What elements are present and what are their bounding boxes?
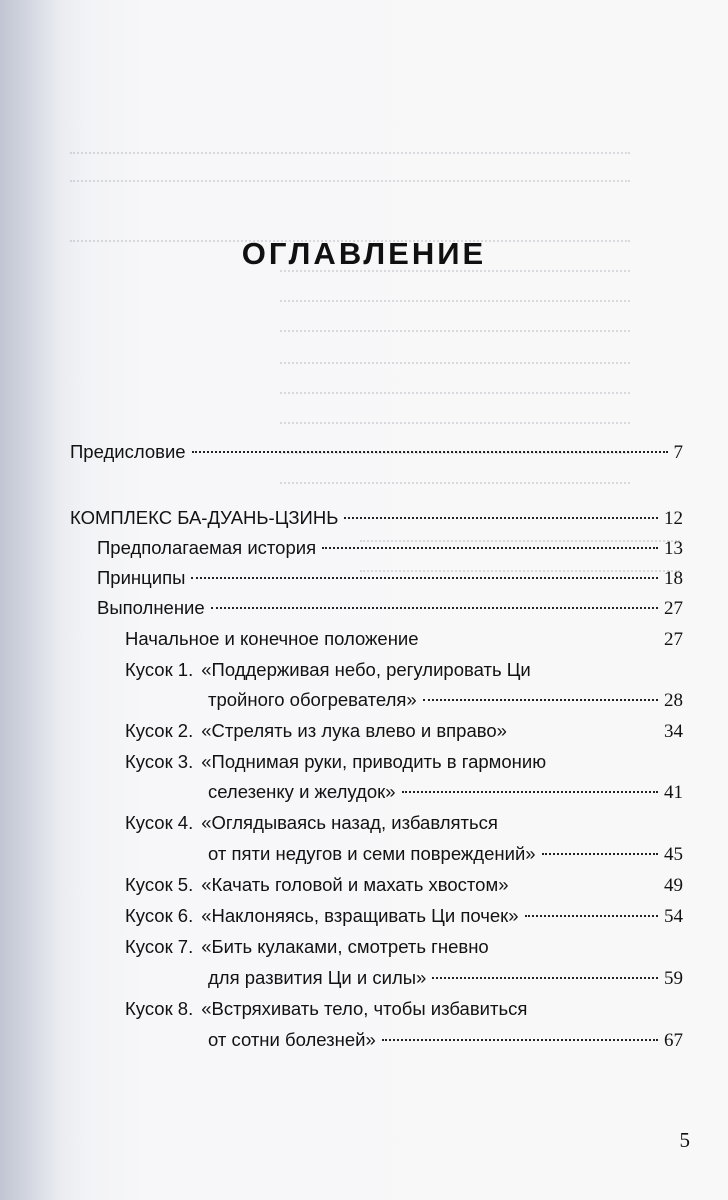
toc-entry-complex[interactable] <box>70 504 683 533</box>
entry-label-line2: от пяти недугов и семи повреждений» <box>208 843 536 864</box>
entry-label-line2: селезенку и желудок» <box>208 781 396 802</box>
entry-page-number: 54 <box>664 906 683 927</box>
entry-page-number: 41 <box>664 782 683 803</box>
toc-entry-piece-1[interactable] <box>125 656 683 684</box>
entry-label: «Наклоняясь, взращивать Ци почек» <box>201 905 519 926</box>
toc-entry-piece-5[interactable] <box>125 871 683 900</box>
toc-entry-piece-2[interactable] <box>125 717 683 746</box>
entry-label: «Бить кулаками, смотреть гневно <box>201 936 489 957</box>
entry-label-line2: от сотни болезней» <box>208 1029 376 1050</box>
entry-label-line2: тройного обогревателя» <box>208 689 417 710</box>
entry-prefix: Кусок 7. <box>125 936 194 957</box>
entry-page-number: 12 <box>664 508 683 529</box>
toc-entry-piece-3-continued[interactable] <box>208 778 683 807</box>
toc-entry-principles[interactable] <box>97 564 683 593</box>
entry-label: «Оглядываясь назад, избавляться <box>201 812 498 833</box>
entry-page-number: 27 <box>664 598 683 619</box>
entry-label: Начальное и конечное положение <box>125 628 419 649</box>
toc-title: ОГЛАВЛЕНИЕ <box>241 236 487 271</box>
toc-entry-piece-8[interactable] <box>125 995 683 1023</box>
entry-page-number: 28 <box>664 690 683 711</box>
dot-leader <box>382 1039 658 1041</box>
entry-page-number: 13 <box>664 538 683 559</box>
entry-page-number: 49 <box>664 875 683 896</box>
toc-entry-start-end-position[interactable] <box>125 625 683 654</box>
toc-entry-piece-4-continued[interactable] <box>208 840 683 869</box>
entry-label: «Поднимая руки, приводить в гармонию <box>201 751 547 772</box>
toc-entry-piece-6[interactable] <box>125 902 683 931</box>
page-number: 5 <box>679 1128 690 1152</box>
toc-entry-piece-4[interactable] <box>125 809 683 837</box>
toc-entry-execution[interactable] <box>97 594 683 623</box>
entry-label: Выполнение <box>97 597 205 618</box>
entry-page-number: 45 <box>664 844 683 865</box>
entry-page-number: 7 <box>673 442 683 463</box>
dot-leader <box>191 577 658 579</box>
dot-leader <box>402 791 659 793</box>
dot-leader <box>542 853 658 855</box>
entry-label: «Качать головой и махать хвостом» <box>201 874 509 895</box>
entry-prefix: Кусок 8. <box>125 998 194 1019</box>
dot-leader <box>192 451 668 453</box>
dot-leader <box>344 517 658 519</box>
entry-label: «Поддерживая небо, регулировать Ци <box>201 659 531 680</box>
toc-entry-preface[interactable] <box>70 438 683 467</box>
entry-page-number: 27 <box>664 629 683 650</box>
entry-prefix: Кусок 2. <box>125 720 194 741</box>
dot-leader <box>423 699 658 701</box>
entry-label: КОМПЛЕКС БА-ДУАНЬ-ЦЗИНЬ <box>70 507 339 528</box>
dot-leader <box>322 547 658 549</box>
dot-leader <box>432 977 658 979</box>
entry-prefix: Кусок 6. <box>125 905 194 926</box>
entry-label: Принципы <box>97 567 186 588</box>
dot-leader <box>211 607 658 609</box>
entry-page-number: 34 <box>664 721 683 742</box>
entry-label-line2: для развития Ци и силы» <box>208 967 427 988</box>
entry-label: Предисловие <box>70 441 186 462</box>
entry-label: Предполагаемая история <box>97 537 317 558</box>
toc-entry-history[interactable] <box>97 534 683 563</box>
entry-page-number: 67 <box>664 1030 683 1051</box>
entry-prefix: Кусок 4. <box>125 812 194 833</box>
entry-prefix: Кусок 5. <box>125 874 194 895</box>
entry-label: «Стрелять из лука влево и вправо» <box>201 720 507 741</box>
toc-entry-piece-3[interactable] <box>125 748 683 776</box>
toc-entry-piece-1-continued[interactable] <box>208 686 683 715</box>
entry-prefix: Кусок 1. <box>125 659 194 680</box>
toc-entry-piece-7-continued[interactable] <box>208 964 683 993</box>
toc-entry-piece-8-continued[interactable] <box>208 1026 683 1055</box>
entry-page-number: 18 <box>664 568 683 589</box>
entry-page-number: 59 <box>664 968 683 989</box>
toc-entry-piece-7[interactable] <box>125 933 683 961</box>
dot-leader <box>525 915 658 917</box>
entry-prefix: Кусок 3. <box>125 751 194 772</box>
entry-label: «Встряхивать тело, чтобы избавиться <box>201 998 528 1019</box>
